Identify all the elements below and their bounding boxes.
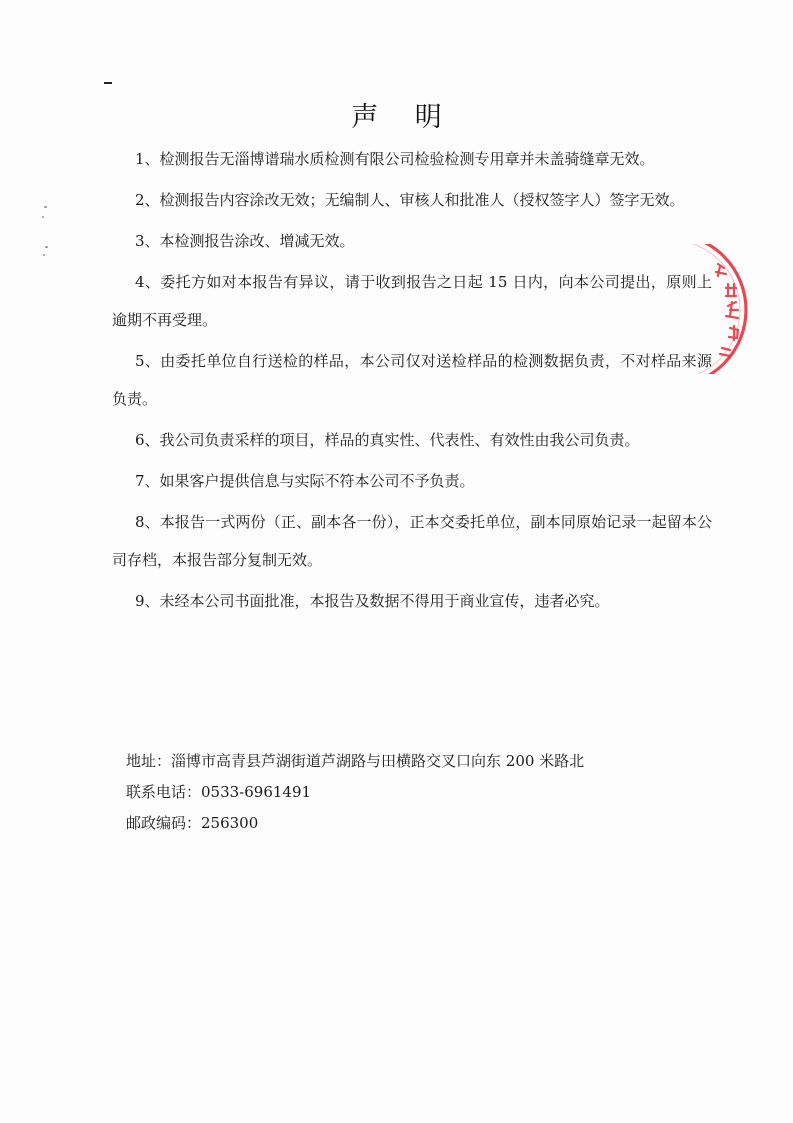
scan-speck <box>42 216 44 218</box>
statement-item: 6、我公司负责采样的项目，样品的真实性、代表性、有效性由我公司负责。 <box>135 431 640 449</box>
postcode-line: 邮政编码：256300 <box>126 814 259 832</box>
statement-item: 8、本报告一式两份（正、副本各一份），正本交委托单位，副本同原始记录一起留本公司存档，本报告部分复制无效。 <box>112 513 712 569</box>
statement-item: 1、检测报告无淄博谱瑞水质检测有限公司检验检测专用章并未盖骑缝章无效。 <box>135 150 655 168</box>
statement-item: 9、未经本公司书面批准，本报告及数据不得用于商业宣传，违者必究。 <box>135 592 610 610</box>
statement-item: 3、本检测报告涂改、增减无效。 <box>135 232 355 250</box>
scan-mark <box>104 82 112 84</box>
page-title: 声 明 <box>351 102 456 133</box>
partial-red-seal-icon <box>670 244 766 374</box>
statement-item: 2、检测报告内容涂改无效；无编制人、审核人和批准人（授权签字人）签字无效。 <box>135 191 685 209</box>
contact-block <box>126 746 686 839</box>
scan-speck <box>43 254 45 256</box>
address-line: 地址：淄博市高青县芦湖街道芦湖路与田横路交叉口向东 200 米路北 <box>126 752 585 770</box>
phone-line: 联系电话：0533-6961491 <box>126 783 312 801</box>
statement-item: 5、由委托单位自行送检的样品，本公司仅对送检样品的检测数据负责，不对样品来源负责。 <box>112 352 712 408</box>
statement-list <box>112 140 712 623</box>
statement-item: 7、如果客户提供信息与实际不符本公司不予负责。 <box>135 472 475 490</box>
scan-speck <box>44 206 47 208</box>
scan-speck <box>45 246 48 248</box>
statement-item: 4、委托方如对本报告有异议，请于收到报告之日起 15 日内，向本公司提出，原则上逾期不再受理。 <box>112 273 712 329</box>
